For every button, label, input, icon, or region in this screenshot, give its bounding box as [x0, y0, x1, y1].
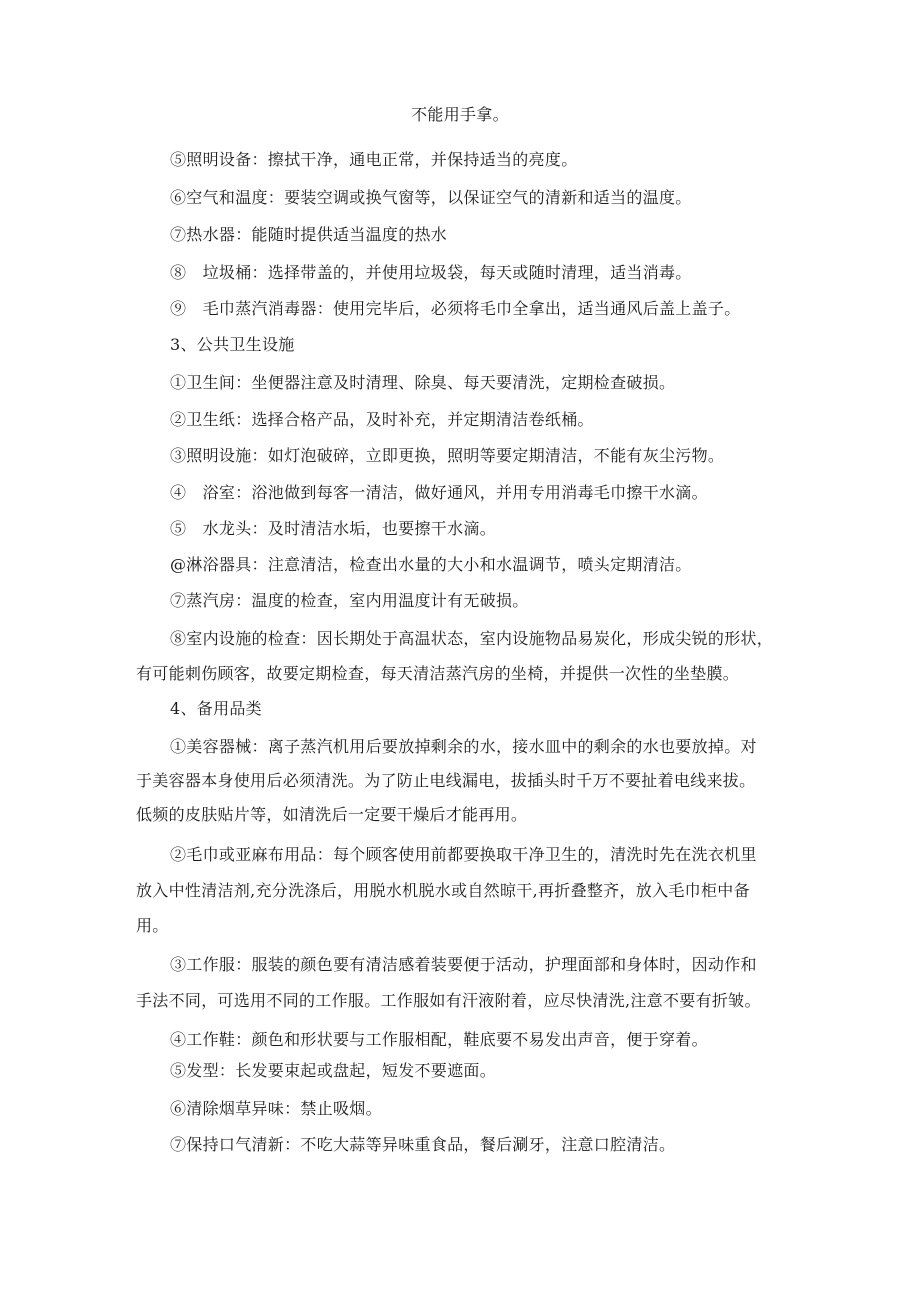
- text-line: 手法不同，可选用不同的工作服。工作服如有汗液附着，应尽快清洗,注意不要有折皱。: [136, 991, 761, 1010]
- text-line: ⑥清除烟草异味：禁止吸烟。: [170, 1099, 382, 1118]
- text-line: ②毛巾或亚麻布用品：每个顾客使用前都要换取干净卫生的，清洗时先在洗衣机里: [170, 845, 757, 864]
- text-line: ①美容器械：离子蒸汽机用后要放掉剩余的水，接水皿中的剩余的水也要放掉。对: [170, 737, 757, 756]
- text-line: ③工作服：服装的颜色要有清洁感着装要便于活动，护理面部和身体时，因动作和: [170, 955, 757, 974]
- text-line: ⑦保持口气清新：不吃大蒜等异味重食品，餐后涮牙，注意口腔清洁。: [170, 1135, 676, 1154]
- text-line: 不能用手拿。: [411, 105, 509, 124]
- text-line: ①卫生间：坐便器注意及时清理、除臭、每天要清洗，定期检查破损。: [170, 373, 676, 392]
- text-line: ⑥空气和温度：要装空调或换气窗等，以保证空气的清新和适当的温度。: [170, 188, 692, 207]
- text-line: ⑤发型：长发要束起或盘起，短发不要遮面。: [170, 1061, 497, 1080]
- text-line: ④ 浴室：浴池做到每客一清洁，做好通风，并用专用消毒毛巾擦干水滴。: [170, 483, 708, 502]
- text-line: ⑧ 垃圾桶：选择带盖的，并使用垃圾袋，每天或随时清理，适当消毒。: [170, 263, 692, 282]
- text-line: 有可能刺伤顾客，故要定期检查，每天清洁蒸汽房的坐椅，并提供一次性的坐垫膜。: [136, 664, 740, 683]
- text-line: ⑤照明设备：擦拭干净，通电正常，并保持适当的亮度。: [170, 150, 578, 169]
- text-line: @淋浴器具：注意清洁，检查出水量的大小和水温调节，喷头定期清洁。: [170, 555, 692, 574]
- text-line: ②卫生纸：选择合格产品，及时补充，并定期清洁卷纸桶。: [170, 410, 594, 429]
- text-line: ⑦蒸汽房：温度的检查，室内用温度计有无破损。: [170, 591, 529, 610]
- text-line: 用。: [136, 916, 169, 935]
- text-line: ⑤ 水龙头：及时清洁水垢，也要擦干水滴。: [170, 519, 497, 538]
- section-heading: 4、备用品类: [170, 699, 262, 718]
- text-line: ⑦热水器：能随时提供适当温度的热水: [170, 225, 448, 244]
- text-line: ⑨ 毛巾蒸汽消毒器：使用完毕后，必须将毛巾全拿出，适当通风后盖上盖子。: [170, 299, 741, 318]
- text-line: ④工作鞋：颜色和形状要与工作服相配，鞋底要不易发出声音，便于穿着。: [170, 1030, 708, 1049]
- text-line: 放入中性清洁剂,充分洗涤后，用脱水机脱水或自然晾干,再折叠整齐，放入毛巾柜中备: [136, 881, 750, 900]
- section-heading: 3、公共卫生设施: [170, 335, 295, 354]
- text-line: ③照明设施：如灯泡破碎，立即更换，照明等要定期清洁，不能有灰尘污物。: [170, 446, 725, 465]
- text-line: 于美容器本身使用后必须清洗。为了防止电线漏电，拔插头时千万不要扯着电线来拔。: [136, 771, 756, 790]
- text-line: ⑧室内设施的检查：因长期处于高温状态，室内设施物品易炭化，形成尖锐的形状，: [170, 629, 774, 648]
- text-line: 低频的皮肤贴片等，如清洗后一定要干燥后才能再用。: [136, 805, 528, 824]
